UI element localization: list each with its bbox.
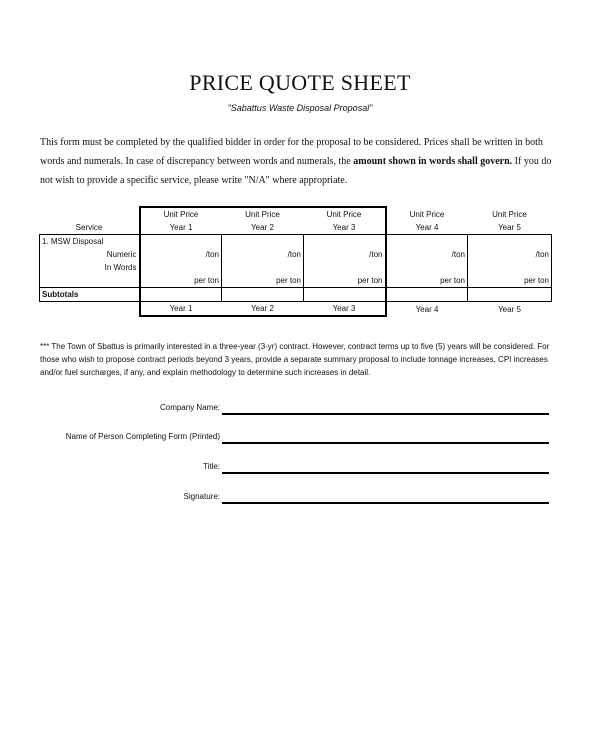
unit-price-header-3: Unit Price xyxy=(304,207,386,221)
table-row-per-ton xyxy=(40,274,552,288)
company-name-label: Company Name: xyxy=(159,403,220,412)
footer-year-1: Year 1 xyxy=(140,302,222,317)
page-subtitle: "Sabattus Waste Disposal Proposal" xyxy=(227,103,373,113)
words-cell-y3[interactable] xyxy=(304,261,386,274)
numeric-input-year-3[interactable]: /ton xyxy=(304,248,386,261)
unit-price-header-5: Unit Price xyxy=(492,209,527,219)
subtotal-input-year-1[interactable] xyxy=(140,288,222,302)
unit-price-header-2: Unit Price xyxy=(222,207,304,221)
company-name-field xyxy=(0,403,600,417)
footer-year-4: Year 4 xyxy=(415,304,439,314)
cell-item-y4[interactable] xyxy=(386,235,468,249)
numeric-input-year-5[interactable]: /ton xyxy=(468,248,552,261)
cell-item-y2[interactable] xyxy=(222,235,304,249)
cell-item-y5[interactable] xyxy=(468,235,552,249)
numeric-label: Numeric xyxy=(40,248,140,261)
year-header-2: Year 2 xyxy=(222,221,304,235)
table-row-numeric xyxy=(40,248,552,261)
in-words-label: In Words xyxy=(40,261,140,274)
words-cell-y1[interactable] xyxy=(140,261,222,274)
words-input-year-3[interactable]: per ton xyxy=(304,274,386,288)
cell-item-y3[interactable] xyxy=(304,235,386,249)
year-header-1: Year 1 xyxy=(140,221,222,235)
page-title: PRICE QUOTE SHEET xyxy=(189,70,411,95)
cell-item-y1[interactable] xyxy=(140,235,222,249)
words-cell-y4[interactable] xyxy=(386,261,468,274)
instructions-paragraph xyxy=(40,133,560,190)
footer-row-years xyxy=(40,302,552,317)
title-line[interactable] xyxy=(222,472,549,474)
person-name-label: Name of Person Completing Form (Printed) xyxy=(65,432,220,441)
year-header-3: Year 3 xyxy=(304,221,386,235)
instructions-text-2: If you do not wish to provide a specific service, please write "N/A" where appropriate. xyxy=(40,156,552,186)
service-header: Service xyxy=(40,221,140,235)
year-header-5: Year 5 xyxy=(468,221,552,235)
table-row-in-words xyxy=(40,261,552,274)
unit-price-header-1: Unit Price xyxy=(140,207,222,221)
words-input-year-2[interactable]: per ton xyxy=(222,274,304,288)
words-input-year-4[interactable]: per ton xyxy=(386,274,468,288)
signature-field xyxy=(0,492,600,506)
price-quote-table xyxy=(39,206,552,317)
unit-price-header-4: Unit Price xyxy=(409,209,445,219)
subtotal-input-year-4[interactable] xyxy=(386,288,468,302)
instructions-bold-text: amount shown in words shall govern. xyxy=(353,156,513,167)
words-input-year-1[interactable]: per ton xyxy=(140,274,222,288)
footer-year-3: Year 3 xyxy=(304,302,386,317)
instructions-text-1: This form must be completed by the qualified bidder in order for the proposal to be considered. Prices shall be written in both words and numerals. In case of discrepancy between words and numerals, the xyxy=(40,137,543,167)
year-header-4: Year 4 xyxy=(386,221,468,235)
subtotals-label: Subtotals xyxy=(40,288,140,302)
footer-year-5: Year 5 xyxy=(498,304,521,314)
person-name-field xyxy=(0,432,600,446)
numeric-input-year-1[interactable]: /ton xyxy=(140,248,222,261)
numeric-input-year-4[interactable]: /ton xyxy=(386,248,468,261)
table-row-item xyxy=(40,235,552,249)
words-input-year-5[interactable]: per ton xyxy=(468,274,552,288)
contract-note: *** The Town of Sbattus is primarily interested in a three-year (3-yr) contract. However, contract terms up to five (5) years will be considered. For those who wish to propose contract periods beyond 3 years, provide a separate summary proposal to include tonnage increases, CPI increases and/or fuel surcharges, if any, and explain methodology to determine such increases in detail. xyxy=(40,342,550,377)
numeric-input-year-2[interactable]: /ton xyxy=(222,248,304,261)
signature-label: Signature: xyxy=(183,492,220,501)
person-name-line[interactable] xyxy=(222,442,549,444)
words-cell-y5[interactable] xyxy=(468,261,552,274)
subtotal-input-year-2[interactable] xyxy=(222,288,304,302)
title-field xyxy=(0,462,600,476)
table-row-subtotals xyxy=(40,288,552,302)
subtotal-input-year-3[interactable] xyxy=(304,288,386,302)
signature-line[interactable] xyxy=(222,502,549,504)
header-row-years xyxy=(40,221,552,235)
title-label: Title: xyxy=(202,462,220,471)
company-name-line[interactable] xyxy=(222,413,549,415)
header-row-unit-price xyxy=(40,207,552,221)
subtotal-input-year-5[interactable] xyxy=(468,288,552,302)
footer-year-2: Year 2 xyxy=(222,302,304,317)
words-cell-y2[interactable] xyxy=(222,261,304,274)
item-label: 1. MSW Disposal xyxy=(40,235,140,249)
